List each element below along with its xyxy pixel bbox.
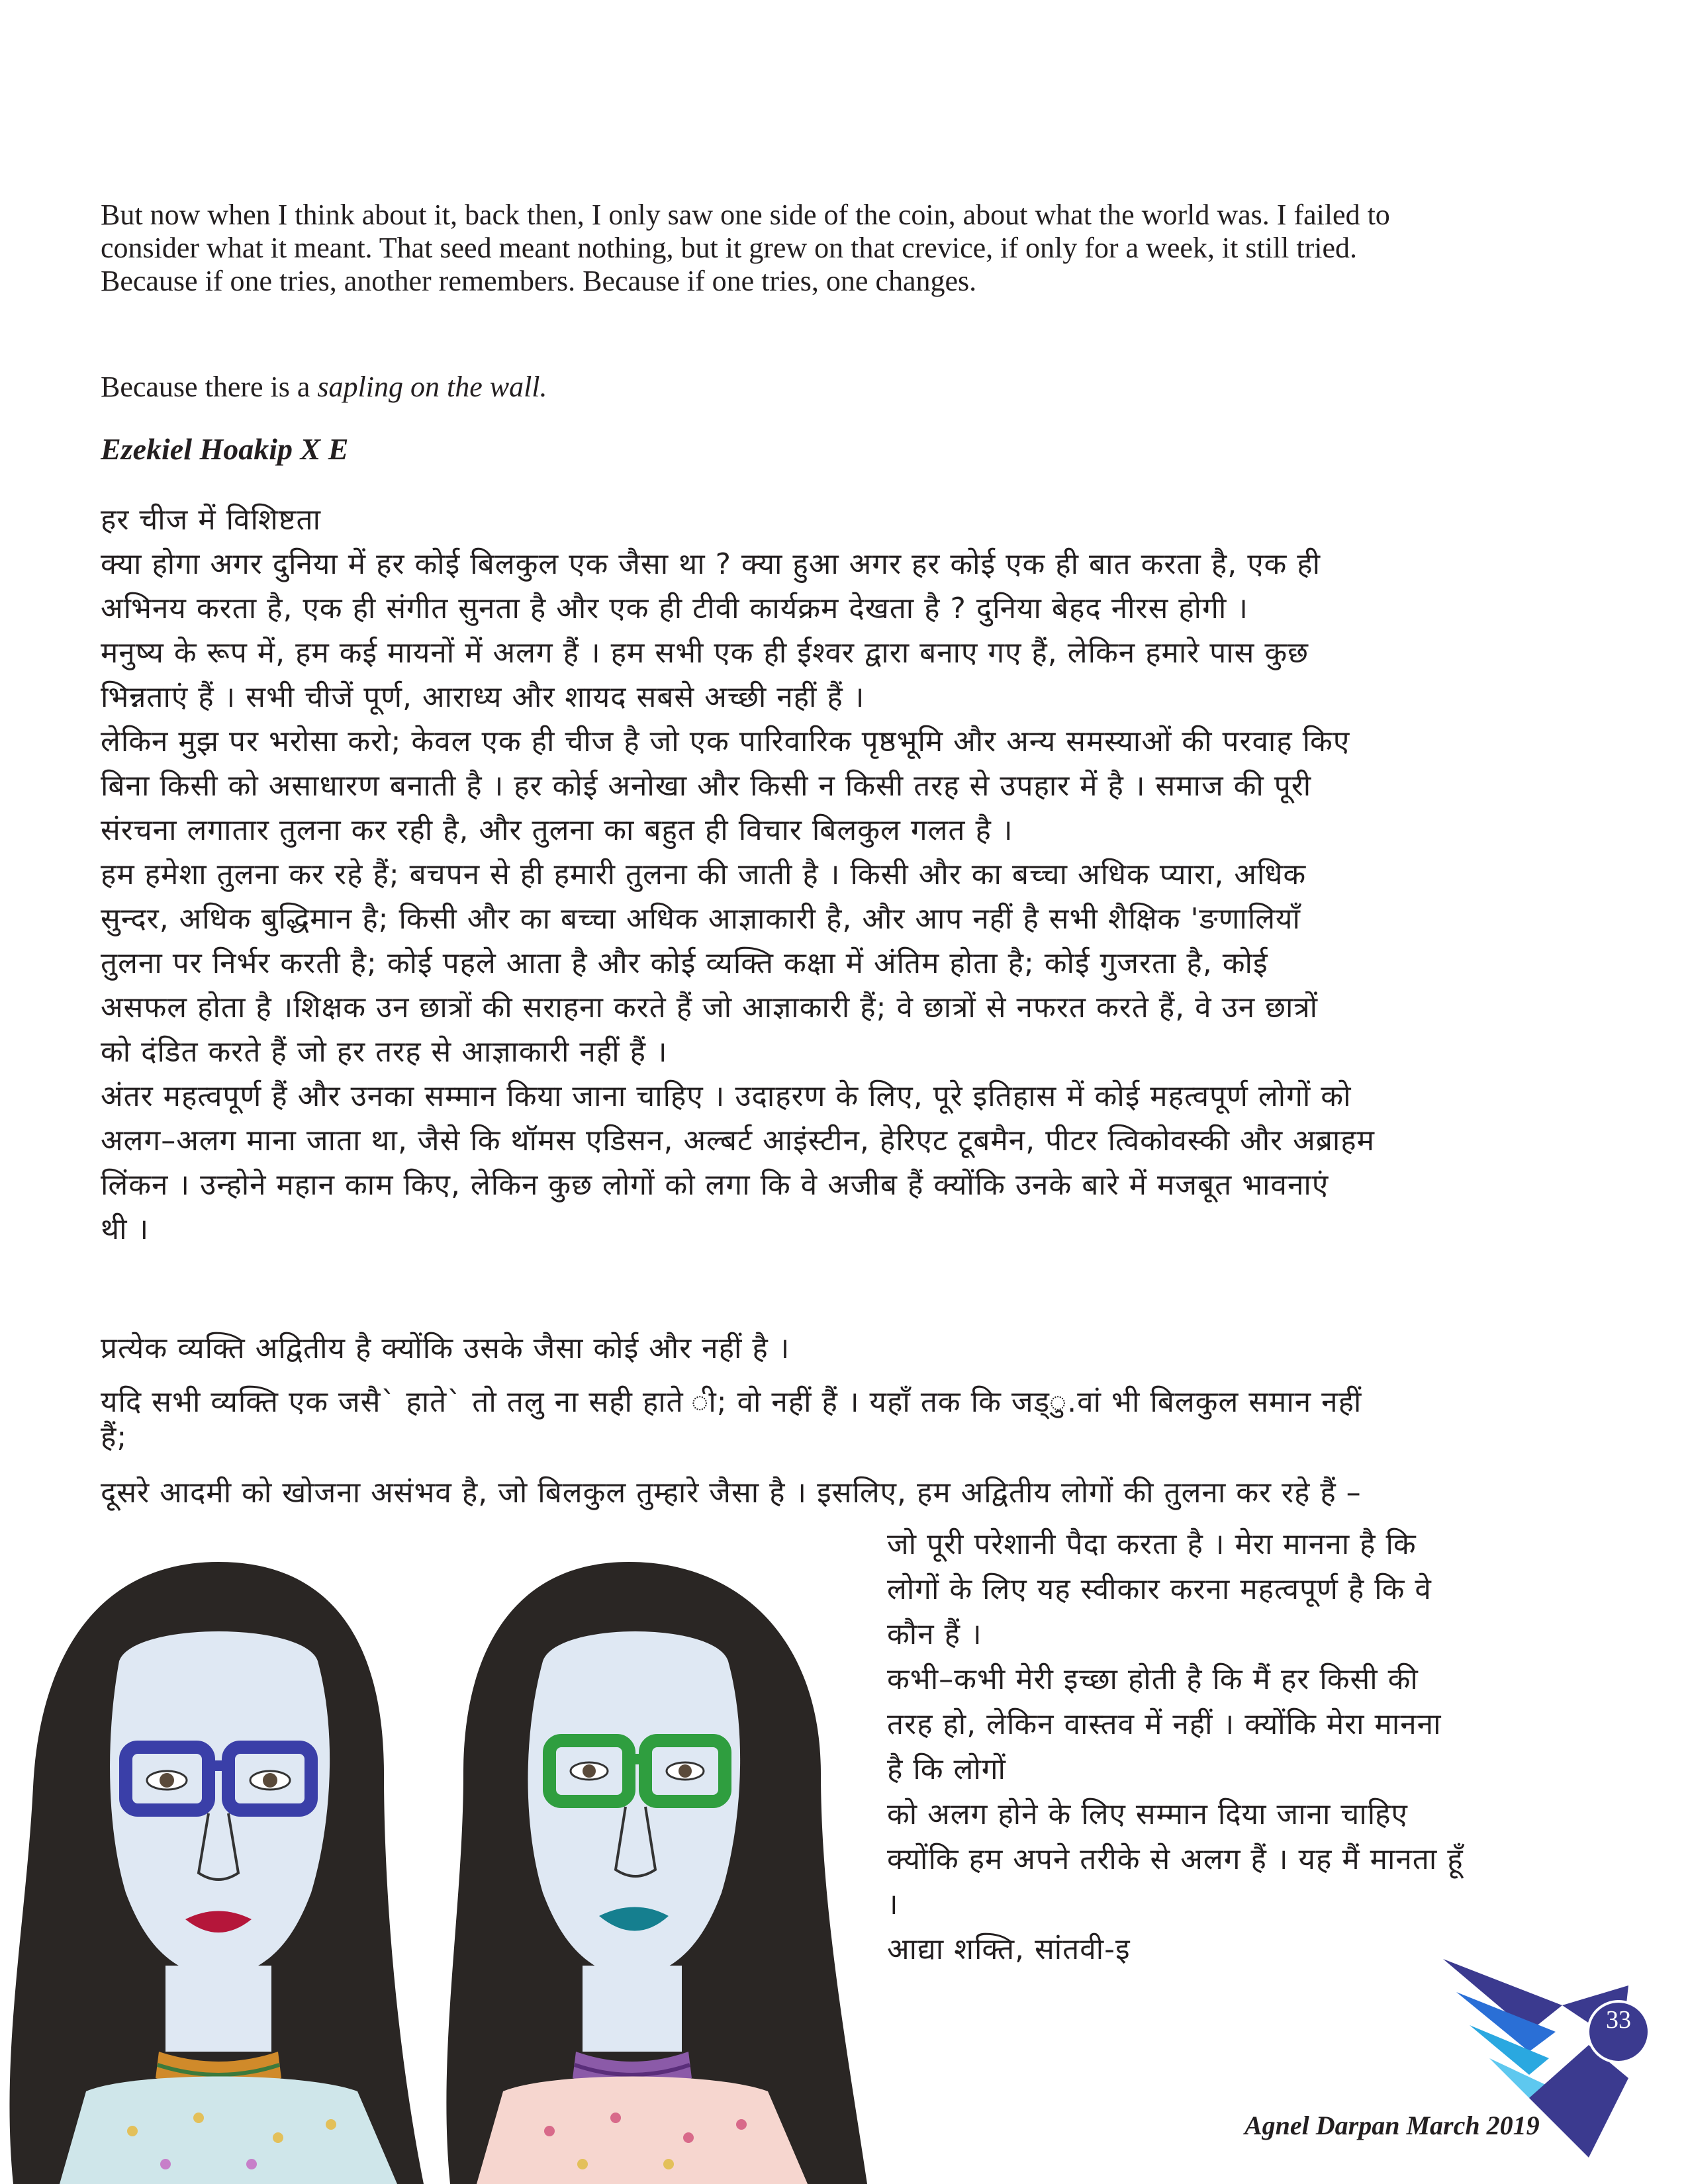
text-line: Because if one tries, another remembers. Because if one tries, one changes. [101, 265, 977, 297]
text-line: को दंडित करते हैं जो हर तरह से आज्ञाकारी नहीं हैं । [101, 1035, 668, 1069]
text-line: But now when I think about it, back then, I only saw one side of the coin, about what the world was. I failed to [101, 199, 1390, 231]
text-line: अलग–अलग माना जाता था, जैसे कि थॉमस एडिसन, अल्बर्ट आइंस्टीन, हेरिएट टूबमैन, पीटर त्विकोवस्की और अब्राहम [101, 1124, 1375, 1158]
essay-title: हर चीज में विशिष्टता [101, 503, 321, 537]
text-line: कभी–कभी मेरी इच्छा होती है कि मैं हर किसी की [887, 1662, 1419, 1696]
two-girls-illustration [0, 1549, 887, 2184]
text-line: अभिनय करता है, एक ही संगीत सुनता है और एक ही टीवी कार्यक्रम देखता है ? दुनिया बेहद नीरस होगी । [101, 592, 1248, 625]
impossible-line: दूसरे आदमी को खोजना असंभव है, जो बिलकुल तुम्हारे जैसा है । इसलिए, हम अद्वितीय लोगों की तुलना कर रहे हैं – [101, 1476, 1362, 1510]
bird-logo-icon [1430, 1946, 1681, 2184]
text-line: सुन्दर, अधिक बुद्धिमान है; किसी और का बच्चा अधिक आज्ञाकारी है, और आप नहीं है सभी शैक्षिक 'ङणालियाँ [101, 902, 1301, 936]
text-line: थी । [101, 1212, 150, 1246]
left-girl-neck [165, 1966, 271, 2052]
text-line: मनुष्य के रूप में, हम कई मायनों में अलग हैं । हम सभी एक ही ईश्वर द्वारा बनाए गए हैं, लेकिन हमारे पास कुछ [101, 636, 1309, 670]
closing-line [101, 371, 1583, 404]
hindi-essay [101, 498, 1583, 1251]
text-line: संरचना लगातार तुलना कर रही है, और तुलना का बहुत ही विचार बिलकुल गलत है । [101, 813, 1013, 847]
text-line: क्योंकि हम अपने तरीके से अलग हैं । यह मैं मानता हूँ [887, 1843, 1464, 1876]
text-line: तुलना पर निर्भर करती है; कोई पहले आता है और कोई व्यक्ति कक्षा में अंतिम होता है; कोई गुजरता है, कोई [101, 946, 1268, 980]
text-line: कौन हैं । [887, 1617, 982, 1651]
right-girl-neck [583, 1966, 682, 2052]
text-line: यदि सभी व्यक्ति एक जसै` हाते` तो तलु ना सही हाते ी; वो नहीं हैं । यहाँ तक कि जड्ु.वां भी बिलकुल समान नहीं [101, 1385, 1362, 1419]
signature: आद्या शक्ति, सांतवी-इ [887, 1933, 1131, 1966]
intro-paragraph [101, 199, 1583, 298]
text-line: असफल होता है ।शिक्षक उन छात्रों की सराहना करते हैं जो आज्ञाकारी हैं; वे छात्रों से नफरत करते हैं, वे उन छात्रों [101, 991, 1319, 1024]
text-line: लिंकन । उन्होने महान काम किए, लेकिन कुछ लोगों को लगा कि वे अजीब हैं क्योंकि उनके बारे में मजबूत भावनाएं [101, 1168, 1329, 1202]
right-girl-dress [477, 2077, 808, 2184]
text-line: । [887, 1888, 899, 1921]
text-line: लोगों के लिए यह स्वीकार करना महत्वपूर्ण है कि वे [887, 1572, 1432, 1606]
text-line: जो पूरी परेशानी पैदा करता है । मेरा मानना है कि [887, 1527, 1417, 1561]
closing-italic: sapling on the wall. [317, 371, 547, 403]
text-line: क्या होगा अगर दुनिया में हर कोई बिलकुल एक जैसा था ? क्या हुआ अगर हर कोई एक ही बात करता है, एक ही [101, 547, 1321, 581]
page-number: 33 [1606, 2006, 1631, 2034]
text-line: को अलग होने के लिए सम्मान दिया जाना चाहिए [887, 1797, 1408, 1831]
twins-paragraph [101, 1380, 1583, 1459]
publication-footer: Agnel Darpan March 2019 [1244, 2111, 1540, 2140]
text-line: हैं; [101, 1420, 128, 1454]
text-line: भिन्नताएं हैं । सभी चीजें पूर्ण, आराध्य और शायद सबसे अच्छी नहीं हैं । [101, 680, 865, 714]
closing-prefix: Because there is a [101, 371, 318, 403]
text-line: हम हमेशा तुलना कर रहे हैं; बचपन से ही हमारी तुलना की जाती है । किसी और का बच्चा अधिक प्यारा, अधिक [101, 858, 1307, 891]
author-byline: Ezekiel Hoakip X E [101, 432, 349, 466]
text-line: consider what it meant. That seed meant nothing, but it grew on that crevice, if only for a week, it still tried. [101, 232, 1357, 264]
text-line: लेकिन मुझ पर भरोसा करो; केवल एक ही चीज है जो एक पारिवारिक पृष्ठभूमि और अन्य समस्याओं की परवाह किए [101, 725, 1350, 758]
left-girl-dress [60, 2077, 397, 2184]
text-line: अंतर महत्वपूर्ण हैं और उनका सम्मान किया जाना चाहिए । उदाहरण के लिए, पूरे इतिहास में कोई महत्वपूर्ण लोगों को [101, 1079, 1352, 1113]
unique-line: प्रत्येक व्यक्ति अद्वितीय है क्योंकि उसके जैसा कोई और नहीं है । [101, 1332, 790, 1365]
text-line: तरह हो, लेकिन वास्तव में नहीं । क्योंकि मेरा मानना [887, 1707, 1442, 1741]
right-column [887, 1522, 1589, 1972]
text-line: है कि लोगों [887, 1752, 1006, 1786]
text-line: बिना किसी को असाधारण बनाती है । हर कोई अनोखा और किसी न किसी तरह से उपहार में है । समाज की पूरी [101, 769, 1312, 803]
